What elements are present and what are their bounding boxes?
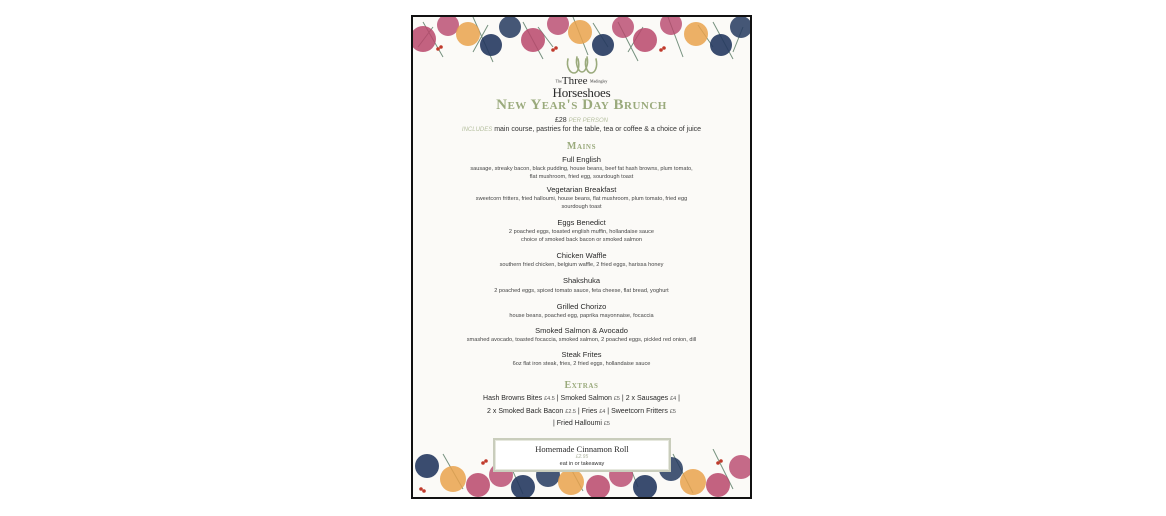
- horseshoes-icon: [565, 55, 599, 75]
- extra-item-price: £4: [670, 396, 677, 402]
- special-item-name: Homemade Cinnamon Roll: [535, 444, 629, 454]
- extra-item-price: £4.5: [544, 396, 555, 402]
- special-item-box: [493, 438, 671, 472]
- menu-page: [411, 15, 752, 499]
- brand-name-horseshoes: Horseshoes: [552, 85, 611, 100]
- menu-item: [413, 218, 750, 244]
- includes-line: [413, 126, 750, 133]
- menu-item: [413, 350, 750, 368]
- price-line: [413, 117, 750, 124]
- item-name: Shakshuka: [562, 276, 601, 285]
- item-name: Chicken Waffle: [556, 251, 607, 260]
- extra-item-name: Fries: [581, 407, 598, 415]
- menu-item: [413, 155, 750, 181]
- item-description: 2 poached eggs, toasted english muffin, hollandaise sauce: [508, 229, 655, 235]
- includes-label: INCLUDES: [461, 127, 493, 133]
- menu-item: [413, 251, 750, 269]
- extra-item-price: £2.5: [565, 408, 576, 415]
- brand-location: Madingley: [590, 78, 608, 84]
- item-description: house beans, poached egg, paprika mayonnaise, focaccia: [509, 313, 654, 319]
- extra-item-name: 2 x Smoked Back Bacon: [487, 407, 564, 415]
- item-description: sausage, streaky bacon, black pudding, house beans, beef fat hash browns, plum tomato,: [470, 166, 693, 172]
- extra-item-name: Sweetcorn Fritters: [611, 407, 668, 415]
- extra-item-name: Hash Browns Bites: [483, 395, 543, 402]
- page-title: New Year's Day Brunch: [496, 97, 667, 113]
- extra-item-name: Smoked Salmon: [560, 395, 612, 402]
- extra-item-price: £5: [603, 421, 610, 427]
- brand-logo: [413, 55, 750, 99]
- special-item-price: £2.95: [575, 454, 589, 460]
- item-name: Steak Frites: [561, 350, 602, 359]
- extra-item-name: 2 x Sausages: [625, 395, 669, 402]
- extra-item-name: Fried Halloumi: [556, 420, 602, 427]
- extra-item-price: £4: [599, 408, 606, 415]
- brand-name-three: Three: [561, 75, 588, 87]
- item-name: Eggs Benedict: [557, 218, 606, 227]
- menu-item: [413, 276, 750, 295]
- item-description: 2 poached eggs, spiced tomato sauce, feta cheese, flat bread, yoghurt: [494, 288, 669, 294]
- menu-item: [413, 302, 750, 320]
- extras-line: 2 x Smoked Back Bacon £2.5 | Fries £4 | Sweetcorn Fritters £5: [487, 407, 676, 415]
- special-item-note: eat in or takeaway: [559, 461, 605, 467]
- includes-text: main course, pastries for the table, tea or coffee & a choice of juice: [494, 126, 702, 133]
- extra-item-price: £5: [669, 408, 676, 415]
- item-description: choice of smoked back bacon or smoked salmon: [521, 237, 642, 243]
- item-name: Vegetarian Breakfast: [546, 185, 617, 194]
- item-name: Full English: [562, 155, 601, 164]
- menu-item: [413, 185, 750, 211]
- item-description: sweetcorn fritters, fried halloumi, house beans, flat mushroom, plum tomato, fried egg: [475, 196, 688, 202]
- item-description: sourdough toast: [561, 204, 602, 210]
- price-unit: PER PERSON: [568, 118, 608, 124]
- item-description: southern fried chicken, belgium waffle, 2 fried eggs, harissa honey: [499, 262, 664, 268]
- item-name: Grilled Chorizo: [556, 302, 607, 311]
- item-description: flat mushroom, fried egg, sourdough toast: [529, 174, 634, 180]
- item-description: smashed avocado, toasted focaccia, smoked salmon, 2 poached eggs, pickled red onion, dill: [466, 337, 697, 343]
- section-heading-extras: Extras: [564, 380, 599, 391]
- item-name: Smoked Salmon & Avocado: [535, 326, 628, 335]
- price: £28: [555, 117, 567, 124]
- extras-line: Hash Browns Bites £4.5 | Smoked Salmon £5 | 2 x Sausages £4 |: [483, 395, 680, 402]
- extras-list: [468, 393, 695, 431]
- extras-line: | Fried Halloumi £5: [553, 420, 610, 427]
- brand-prefix: The: [555, 78, 562, 84]
- menu-item: [413, 326, 750, 344]
- extra-item-price: £5: [613, 396, 620, 402]
- section-heading-mains: Mains: [566, 141, 597, 152]
- item-description: 6oz flat iron steak, fries, 2 fried eggs, hollandaise sauce: [512, 361, 651, 367]
